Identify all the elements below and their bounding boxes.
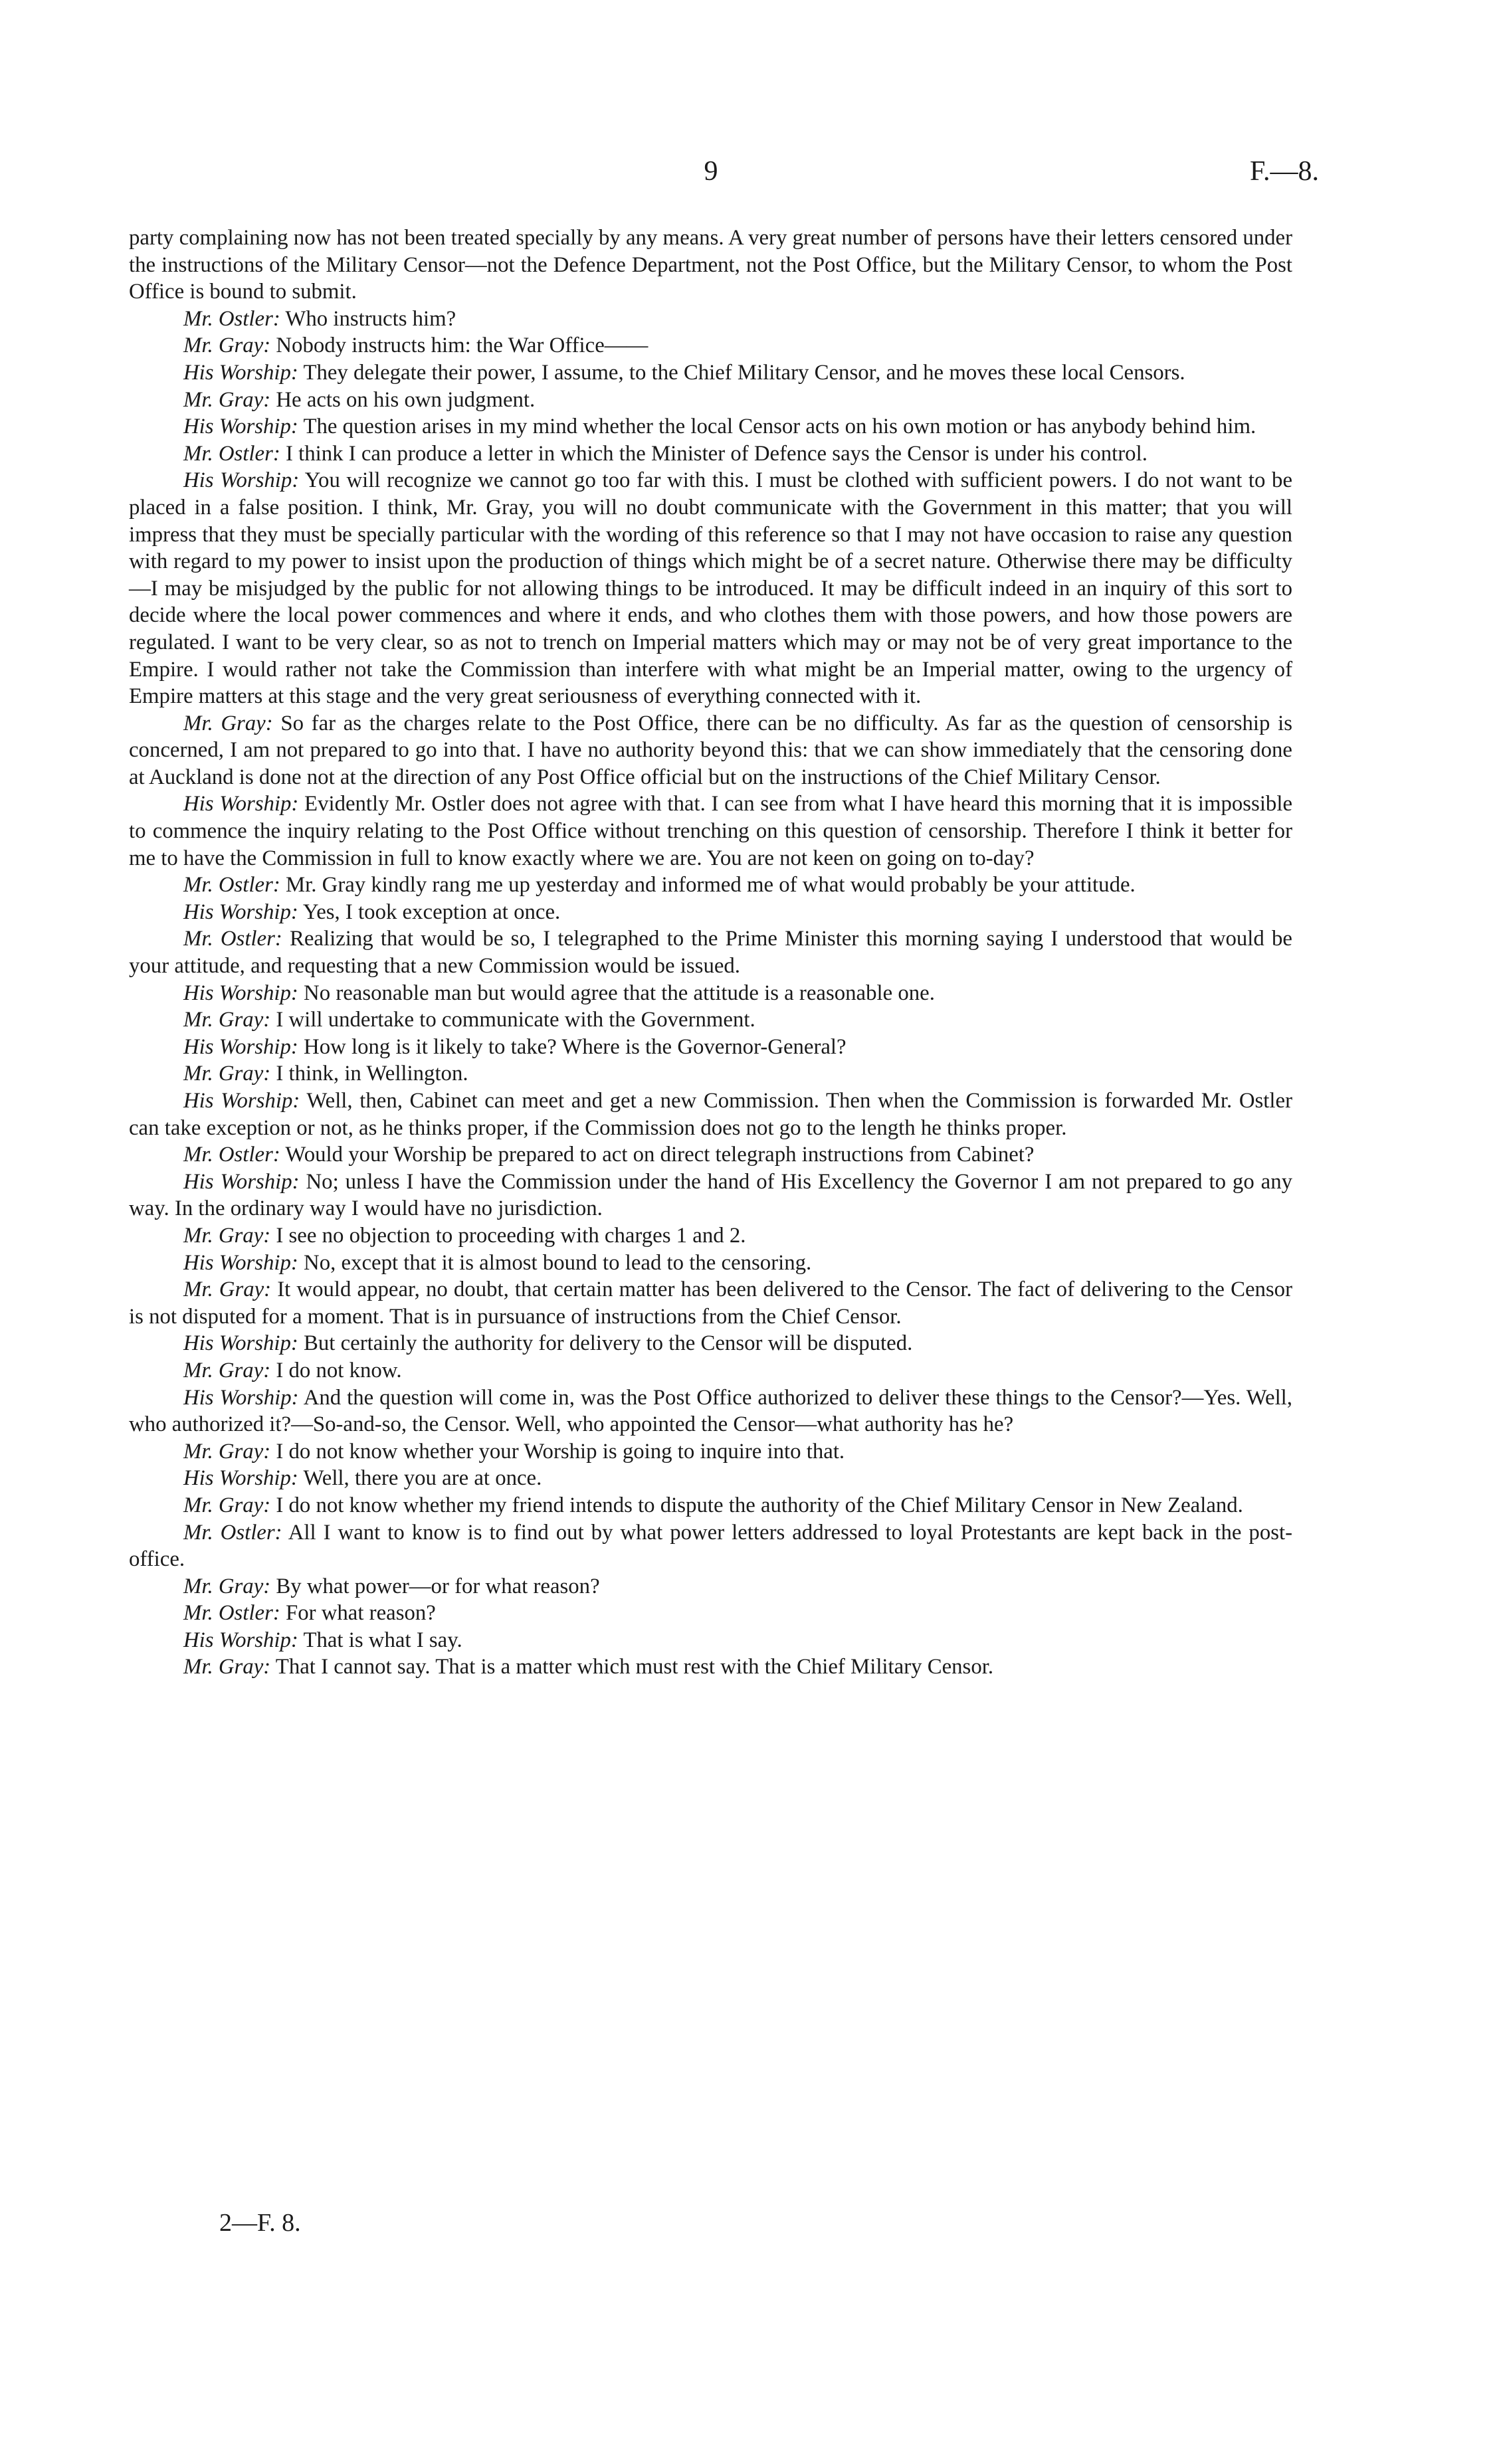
speaker-name: Mr. Ostler:: [183, 873, 280, 898]
statement-text: But certainly the authority for delivery to the Censor will be disputed.: [304, 1331, 913, 1356]
exchange-paragraph: [129, 710, 1292, 791]
exchange-paragraph: [129, 899, 1292, 926]
exchange-paragraph: [129, 467, 1292, 710]
statement-text: It would appear, no doubt, that certain matter has been delivered to the Censor. The fact of delivering to the Censor is not disputed for a moment. That is in pursuance of instructions from the Chief Censor.: [129, 1278, 1292, 1329]
statement-text: Well, there you are at once.: [303, 1466, 542, 1491]
statement-text: No reasonable man but would agree that the attitude is a reasonable one.: [304, 981, 935, 1005]
statement-text: Would your Worship be prepared to act on direct telegraph instructions from Cabinet?: [285, 1143, 1035, 1167]
exchange-paragraph: [129, 1222, 1292, 1250]
statement-text: I think, in Wellington.: [276, 1062, 468, 1086]
statement-text: Mr. Gray kindly rang me up yesterday and informed me of what would probably be your attitude.: [285, 873, 1136, 898]
statement-text: The question arises in my mind whether the local Censor acts on his own motion or has anybody behind him.: [303, 415, 1256, 439]
exchange-paragraph: [129, 872, 1292, 899]
statement-text: I do not know whether your Worship is going to inquire into that.: [276, 1439, 845, 1464]
statement-text: I will undertake to communicate with the Government.: [276, 1008, 755, 1032]
statement-text: He acts on his own judgment.: [276, 387, 536, 412]
statement-text: That I cannot say. That is a matter which must rest with the Chief Military Censor.: [275, 1655, 994, 1679]
exchange-paragraph: [129, 1250, 1292, 1277]
speaker-name: Mr. Gray:: [183, 333, 271, 358]
exchange-paragraph: [129, 1465, 1292, 1492]
statement-text: All I want to know is to find out by what power letters addressed to loyal Protestants are kept back in the post-office.: [129, 1520, 1293, 1572]
exchange-paragraph: [129, 1573, 1292, 1600]
speaker-name: His Worship:: [183, 1169, 300, 1194]
speaker-name: His Worship:: [183, 415, 298, 439]
speaker-name: His Worship:: [183, 468, 300, 493]
statement-text: For what reason?: [285, 1601, 436, 1626]
speaker-name: Mr. Ostler:: [183, 1520, 282, 1545]
speaker-name: His Worship:: [183, 1034, 298, 1059]
exchange-paragraph: [129, 440, 1292, 468]
statement-text: No, except that it is almost bound to lead to the censoring.: [304, 1250, 812, 1275]
speaker-name: His Worship:: [183, 792, 299, 816]
exchange-paragraph: [129, 359, 1292, 387]
exchange-paragraph: [129, 1438, 1292, 1466]
speaker-name: Mr. Gray:: [183, 711, 273, 735]
statement-text: Yes, I took exception at once.: [302, 900, 561, 924]
speaker-name: Mr. Ostler:: [183, 927, 282, 951]
statement-text: That is what I say.: [303, 1628, 462, 1652]
statement-text: I see no objection to proceeding with charges 1 and 2.: [276, 1223, 746, 1248]
statement-text: I do not know.: [276, 1358, 402, 1382]
exchange-paragraph: [129, 1492, 1292, 1519]
exchange-paragraph: [129, 1357, 1292, 1384]
statement-text: Well, then, Cabinet can meet and get a new Commission. Then when the Commission is forwarded Mr. Ostler can take exception or not, as he thinks proper, if the Commission does not go to the length he thinks proper.: [129, 1089, 1292, 1140]
statement-text: I think I can produce a letter in which the Minister of Defence says the Censor is under his control.: [285, 441, 1148, 466]
exchange-paragraph: [129, 1006, 1292, 1034]
statement-text: Evidently Mr. Ostler does not agree with that. I can see from what I have heard this morning that it is impossible to commence the inquiry relating to the Post Office without trenching on this question of censorship. Therefore I think it better for me to have the Commission in full to know exactly where we are. You are not keen on going on to-day?: [129, 792, 1292, 870]
statement-text: I do not know whether my friend intends to dispute the authority of the Chief Military Censor in New Zealand.: [276, 1493, 1243, 1517]
exchange-paragraph: [129, 413, 1292, 440]
speaker-name: Mr. Gray:: [183, 1493, 271, 1517]
speaker-name: His Worship:: [183, 1385, 299, 1410]
speaker-name: Mr. Ostler:: [183, 306, 280, 331]
exchange-paragraph: [129, 1384, 1292, 1438]
speaker-name: Mr. Ostler:: [183, 1143, 280, 1167]
exchange-paragraph: [129, 1034, 1292, 1061]
statement-text: How long is it likely to take? Where is the Governor-General?: [304, 1034, 847, 1059]
exchange-list: [129, 306, 1292, 1681]
speaker-name: Mr. Ostler:: [183, 441, 280, 466]
exchange-paragraph: [129, 1627, 1292, 1654]
exchange-paragraph: [129, 1169, 1292, 1222]
statement-text: Nobody instructs him: the War Office——: [276, 333, 649, 358]
exchange-paragraph: [129, 1519, 1292, 1573]
exchange-paragraph: [129, 1060, 1292, 1088]
exchange-paragraph: [129, 1141, 1292, 1169]
exchange-paragraph: [129, 1600, 1292, 1627]
speaker-name: Mr. Ostler:: [183, 1601, 280, 1626]
speaker-name: His Worship:: [183, 1331, 298, 1356]
speaker-name: His Worship:: [183, 1250, 298, 1275]
exchange-paragraph: [129, 387, 1292, 414]
statement-text: Realizing that would be so, I telegraphed to the Prime Minister this morning saying I understood that would be your attitude, and requesting that a new Commission would be issued.: [129, 927, 1292, 979]
exchange-paragraph: [129, 332, 1292, 359]
speaker-name: His Worship:: [183, 360, 298, 385]
speaker-name: His Worship:: [183, 1089, 300, 1113]
speaker-name: His Worship:: [183, 1628, 298, 1652]
speaker-name: Mr. Gray:: [183, 1223, 271, 1248]
statement-text: So far as the charges relate to the Post Office, there can be no difficulty. As far as the question of censorship is concerned, I am not prepared to go into that. I have no authority beyond this: that we can show immediately that the censoring done at Auckland is done not at the direction of any Post Office official but on the instructions of the Chief Military Censor.: [129, 711, 1292, 789]
statement-text: And the question will come in, was the Post Office authorized to deliver these things to the Censor?—Yes. Well, who authorized it?—So-and-so, the Censor. Well, who appointed the Censor—what authority has he?: [129, 1385, 1292, 1437]
exchange-paragraph: [129, 306, 1292, 333]
exchange-paragraph: [129, 1088, 1292, 1141]
statement-text: No; unless I have the Commission under the hand of His Excellency the Governor I am not prepared to go any way. In the ordinary way I would have no jurisdiction.: [129, 1169, 1293, 1221]
transcript-body: [129, 225, 1292, 1681]
statement-text: By what power—or for what reason?: [276, 1574, 600, 1598]
speaker-name: His Worship:: [183, 900, 298, 924]
signature-mark: 2—F. 8.: [219, 2209, 301, 2237]
opening-paragraph: party complaining now has not been treated specially by any means. A very great number of persons have their letters censored under the instructions of the Military Censor—not the Defence Department, not the Post Office, but the Military Censor, to whom the Post Office is bound to submit.: [129, 226, 1292, 304]
speaker-name: His Worship:: [183, 1466, 298, 1491]
speaker-name: Mr. Gray:: [183, 1008, 271, 1032]
exchange-paragraph: [129, 980, 1292, 1007]
speaker-name: Mr. Gray:: [183, 1574, 271, 1598]
exchange-paragraph: [129, 1654, 1292, 1681]
statement-text: They delegate their power, I assume, to the Chief Military Censor, and he moves these local Censors.: [303, 360, 1185, 385]
speaker-name: Mr. Gray:: [183, 1062, 271, 1086]
speaker-name: Mr. Gray:: [183, 1655, 271, 1679]
exchange-paragraph: [129, 1330, 1292, 1357]
speaker-name: Mr. Gray:: [183, 1278, 272, 1302]
page-number: 9: [704, 156, 718, 187]
exchange-paragraph: [129, 925, 1292, 979]
speaker-name: Mr. Gray:: [183, 1439, 271, 1464]
speaker-name: Mr. Gray:: [183, 387, 271, 412]
exchange-paragraph: [129, 1276, 1292, 1330]
statement-text: You will recognize we cannot go too far with this. I must be clothed with sufficient powers. I do not want to be placed in a false position. I think, Mr. Gray, you will no doubt communicate with the Government in this matter; that you will impress that they must be specially particular with the wording of this reference so that I may not have occasion to raise any question with regard to my power to insist upon the production of things which might be of a secret nature. Otherwise there may be difficulty—I may be misjudged by the public for not allowing things to be introduced. It may be difficult indeed in an inquiry of this sort to decide where the local power commences and where it ends, and who clothes them with those powers, and how those powers are regulated. I want to be very clear, so as not to trench on Imperial matters which may or may not be of very great importance to the Empire. I would rather not take the Commission than interfere with what might be an Imperial matter, owing to the urgency of Empire matters at this stage and the very great seriousness of everything connected with it.: [129, 468, 1293, 709]
speaker-name: His Worship:: [183, 981, 298, 1005]
statement-text: Who instructs him?: [285, 306, 456, 331]
document-reference: F.—8.: [1250, 156, 1319, 187]
exchange-paragraph: [129, 791, 1292, 872]
speaker-name: Mr. Gray:: [183, 1358, 271, 1382]
